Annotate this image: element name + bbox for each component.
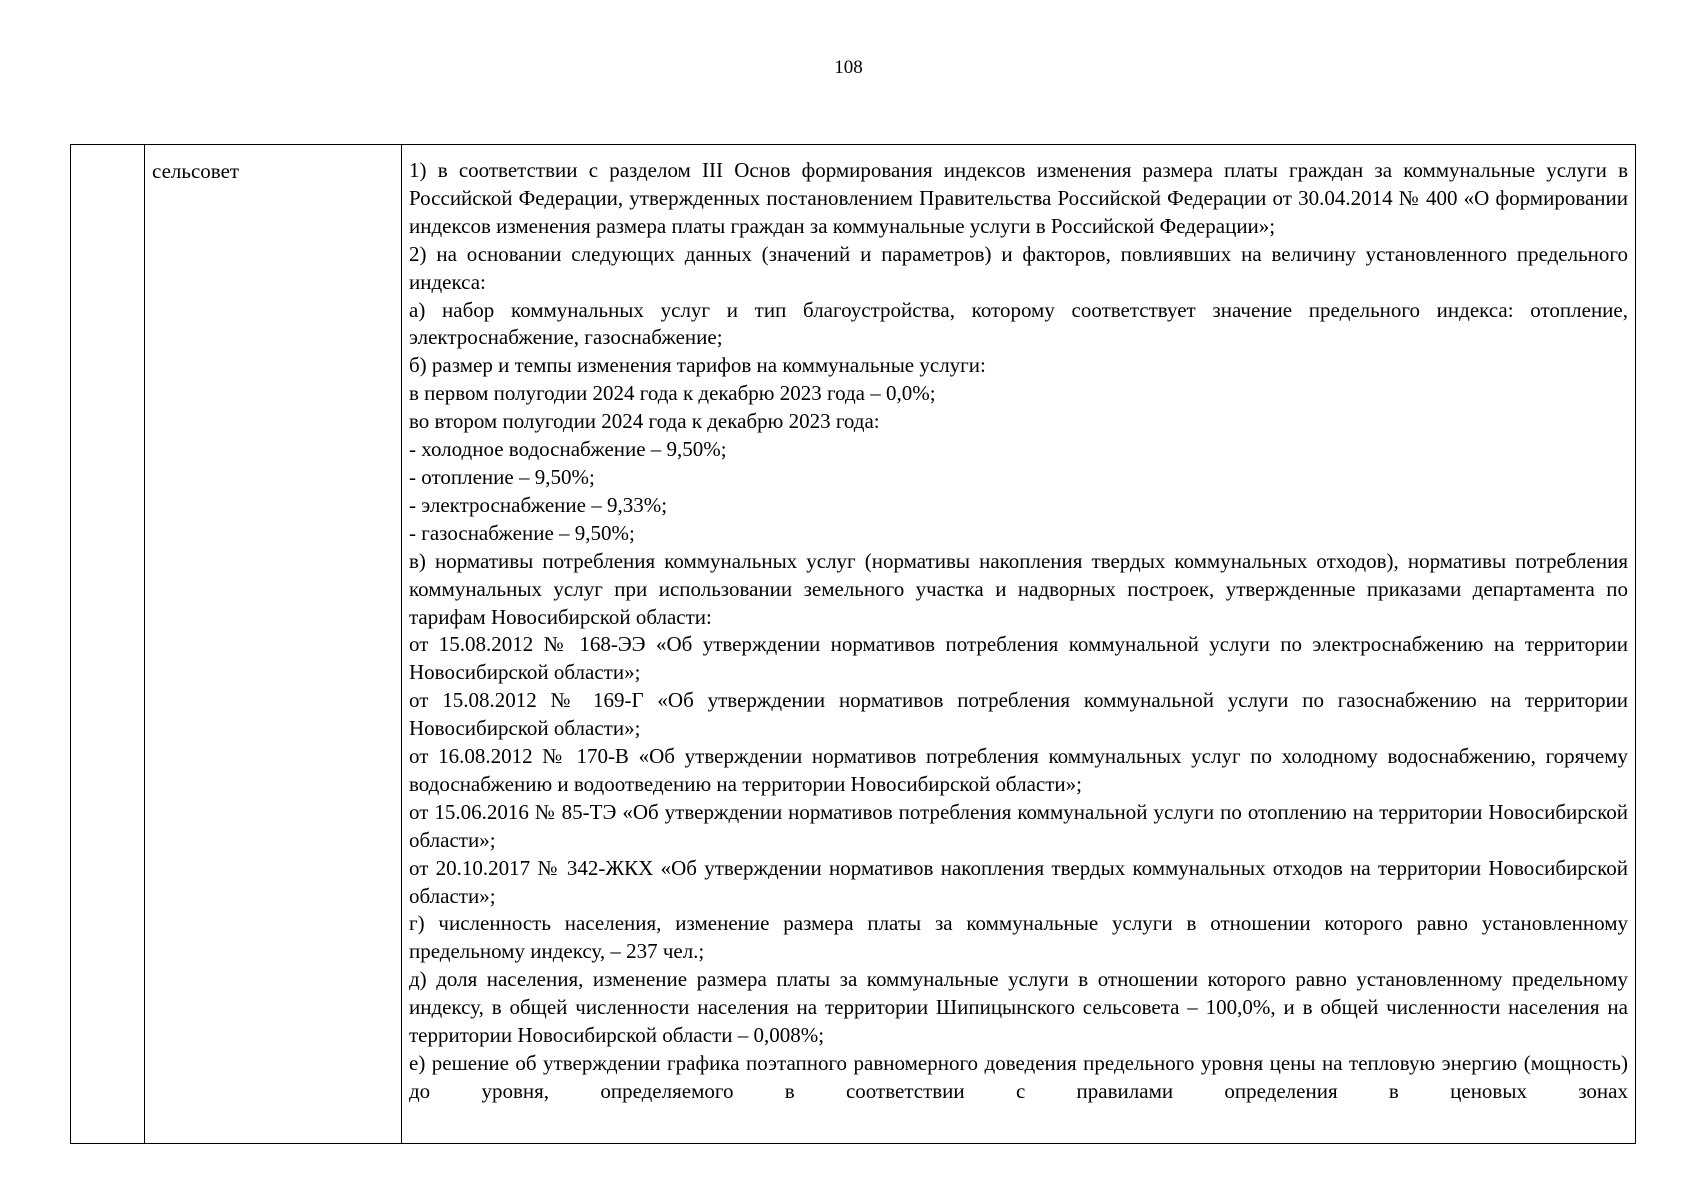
paragraph: 1) в соответствии с разделом III Основ формирования индексов изменения размера платы граждан за коммунальные услуги в Российской Федерации, утвержденных постановлением Правительства Российской Федерации от 30.04.2014 № 400 «О формировании индексов изменения размера платы граждан за коммунальные услуги в Российской Федерации»; [409,158,1628,238]
paragraph: - холодное водоснабжение – 9,50%; [409,437,727,462]
paragraph: е) решение об утверждении графика поэтапного равномерного доведения предельного уровня цены на тепловую энергию (мощность) до уровня, определяемого в соответствии с правилами определения в ценовых зонах [409,1051,1628,1103]
municipality-type-cell: сельсовет [152,159,240,183]
paragraph: от 15.06.2016 № 85-ТЭ «Об утверждении нормативов потребления коммунальной услуги по отоплению на территории Новосибирской области»; [409,799,1628,852]
paragraph: - электроснабжение – 9,33%; [409,492,668,517]
paragraph: д) доля населения, изменение размера платы за коммунальные услуги в отношении которого равно установленному предельному индексу, в общей численности населения на территории Шипицынского сельсовета – 100,0%, и в общей численности населения на территории Новосибирской области – 0,008%; [409,967,1628,1048]
paragraph: 2) на основании следующих данных (значений и параметров) и факторов, повлиявших на величину установленного предельного индекса: [409,241,1628,294]
paragraph: - газоснабжение – 9,50%; [409,520,635,545]
paragraph: от 16.08.2012 № 170-В «Об утверждении нормативов потребления коммунальных услуг по холодному водоснабжению, горячему водоснабжению и водоотведению на территории Новосибирской области»; [409,744,1628,796]
paragraph: в первом полугодии 2024 года к декабрю 2023 года – 0,0%; [409,381,936,406]
paragraph: от 15.08.2012 № 169-Г «Об утверждении нормативов потребления коммунальной услуги по газоснабжению на территории Новосибирской области»; [409,688,1628,741]
document-table [70,144,1636,1144]
paragraph: во втором полугодии 2024 года к декабрю 2023 года: [409,409,880,434]
page-number: 108 [834,57,863,78]
column-divider-1 [144,145,145,1143]
justification-text-cell [409,157,1628,1137]
paragraph: в) нормативы потребления коммунальных услуг (нормативы накопления твердых коммунальных отходов), нормативы потребления коммунальных услуг при использовании земельного участка и надворных построек, утвержденные приказами департамента по тарифам Новосибирской области: [409,548,1628,629]
paragraph: г) численность населения, изменение размера платы за коммунальные услуги в отношении которого равно установленному предельному индексу, – 237 чел.; [409,911,1628,964]
paragraph: - отопление – 9,50%; [409,464,595,489]
paragraph: от 20.10.2017 № 342-ЖКХ «Об утверждении нормативов накопления твердых коммунальных отходов на территории Новосибирской области»; [409,855,1628,908]
paragraph: б) размер и темпы изменения тарифов на коммунальные услуги: [409,353,986,378]
paragraph: от 15.08.2012 № 168-ЭЭ «Об утверждении нормативов потребления коммунальной услуги по электроснабжению на территории Новосибирской области»; [409,632,1628,685]
column-divider-2 [401,145,402,1143]
paragraph: а) набор коммунальных услуг и тип благоустройства, которому соответствует значение предельного индекса: отопление, электроснабжение, газоснабжение; [409,297,1628,350]
